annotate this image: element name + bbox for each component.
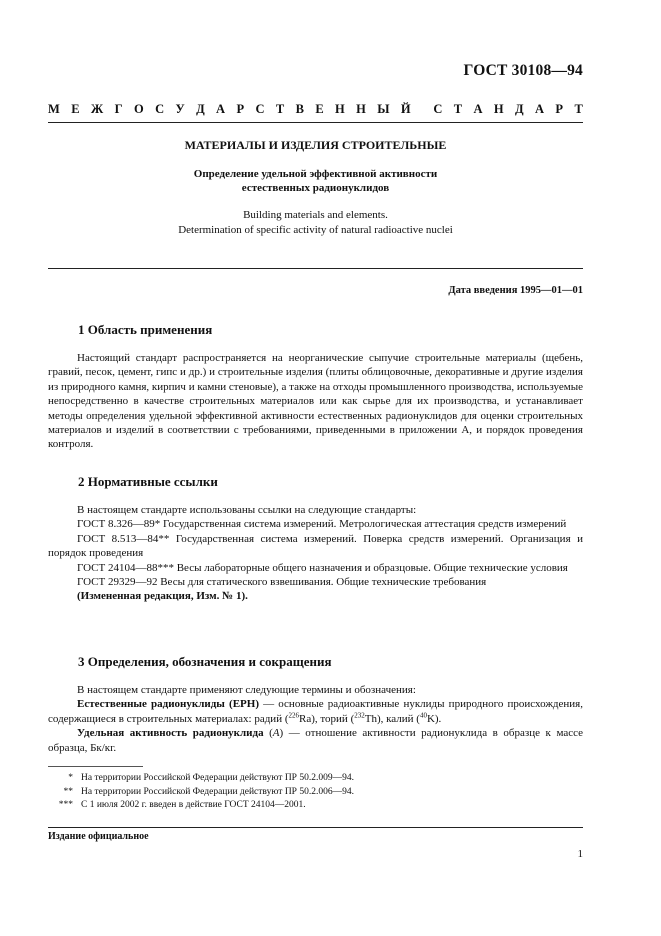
section-1-body (48, 351, 583, 452)
definition-specific-activity: Удельная активность радионуклида (A) — отношение активности радионуклида в образце к массе образца, Бк/кг. (48, 727, 583, 754)
heading-letter: А (473, 102, 483, 116)
heading-letter: С (155, 102, 165, 116)
header-rule (48, 122, 583, 123)
heading-letter: А (535, 102, 545, 116)
edition-label: Издание официальное (48, 831, 149, 842)
subtitle-line: естественных радионуклидов (241, 182, 390, 194)
document-subtitle (48, 167, 583, 195)
heading-letter: М (48, 102, 60, 116)
reference-item: ГОСТ 8.326—89* Государственная система измерений. Метрологическая аттестация средств измерений (77, 518, 567, 531)
footnote: ** На территории Российской Федерации действуют ПР 50.2.006—94. (63, 786, 354, 797)
heading-letter: Т (574, 102, 583, 116)
heading-letter: Р (555, 102, 564, 116)
definition-natural-radionuclides: Естественные радионуклиды (ЕРН) — основные радиоактивные нуклиды природного происхождения, содержащиеся в строительных материалах: радий ($^{226}$Ra), торий ($^{232}$Th), калий ($^{40}$K). (48, 698, 583, 725)
heading-letter: Н (493, 102, 504, 116)
introduction-date: Дата введения 1995—01—01 (448, 285, 583, 296)
document-title: МАТЕРИАЛЫ И ИЗДЕЛИЯ СТРОИТЕЛЬНЫЕ (184, 138, 447, 152)
section-3-heading: 3 Определения, обозначения и сокращения (78, 654, 332, 669)
subtitle-line: Определение удельной эффективной активности (193, 168, 438, 180)
heading-letter: О (133, 102, 144, 116)
heading-letter: Т (275, 102, 285, 116)
paragraph: В настоящем стандарте использованы ссылки на следующие стандарты: (77, 504, 417, 516)
footnote: *** С 1 июля 2002 г. введен в действие ГОСТ 24104—2001. (58, 800, 306, 810)
title-rule (48, 268, 583, 269)
amendment-note: (Измененная редакция, Изм. № 1). (77, 590, 248, 603)
edition-rule (48, 827, 583, 828)
heading-letter: Р (236, 102, 245, 116)
reference-item: ГОСТ 29329—92 Весы для статического взвешивания. Общие технические требования (77, 576, 487, 589)
english-title-line: Determination of specific activity of natural radioactive nuclei (178, 224, 453, 236)
reference-item: ГОСТ 8.513—84** Государственная система измерений. Поверка средств измерений. Организация и порядок проведения (48, 532, 583, 560)
section-3-body (48, 683, 583, 755)
paragraph: Настоящий стандарт распространяется на неорганические сыпучие строительные материалы (щебень, гравий, песок, цемент, гипс и др.) и строительные изделия (плиты облицовочные, декоративные и другие изделия из природного камня, кирпич и камни стеновые), а также на отходы промышленного производства, используемые непосредственно в качестве строительных материалов или как сырье для их производства, и устанавливает методы определения удельной эффективной активности естественных радионуклидов для оценки строительных материалов и изделий в соответствии с требованиями, приведенными в приложении А, и порядок проведения контроля. (48, 352, 583, 451)
english-title-line: Building materials and elements. (243, 209, 388, 221)
paragraph: В настоящем стандарте применяют следующие термины и обозначения: (77, 684, 416, 696)
heading-letter: У (175, 102, 185, 116)
heading-letter: Ы (377, 102, 390, 116)
section-1-heading: 1 Область применения (78, 322, 213, 337)
heading-letter: С (255, 102, 265, 116)
heading-letter: С (433, 102, 443, 116)
reference-item: ГОСТ 24104—88*** Весы лабораторные общего назначения и образцовые. Общие технические условия (77, 561, 568, 574)
section-2-heading: 2 Нормативные ссылки (78, 474, 218, 489)
heading-letter: Н (356, 102, 366, 116)
heading-letter: Й (400, 102, 411, 116)
heading-letter: Н (335, 102, 345, 116)
term: Естественные радионуклиды (ЕРН) (77, 698, 259, 711)
heading-letter: Д (515, 102, 524, 116)
heading-letter: В (295, 102, 304, 116)
heading-letter: Т (453, 102, 463, 116)
footnote: * На территории Российской Федерации действуют ПР 50.2.009—94. (68, 773, 354, 783)
section-2-body (48, 503, 583, 604)
heading-letter: Е (71, 102, 80, 116)
footnote-rule (48, 766, 143, 767)
heading-letter: А (216, 102, 226, 116)
interstate-standard-heading (48, 102, 583, 117)
heading-letter: Д (196, 102, 205, 116)
term: Удельная активность радионуклида (77, 727, 264, 740)
english-title (48, 208, 583, 238)
symbol: A (272, 727, 280, 740)
heading-letter: Ж (90, 102, 104, 116)
document-number: ГОСТ 30108—94 (463, 62, 583, 79)
heading-letter: Г (114, 102, 123, 116)
footnotes (48, 772, 583, 813)
page-number: 1 (577, 848, 583, 860)
heading-letter: Е (315, 102, 324, 116)
